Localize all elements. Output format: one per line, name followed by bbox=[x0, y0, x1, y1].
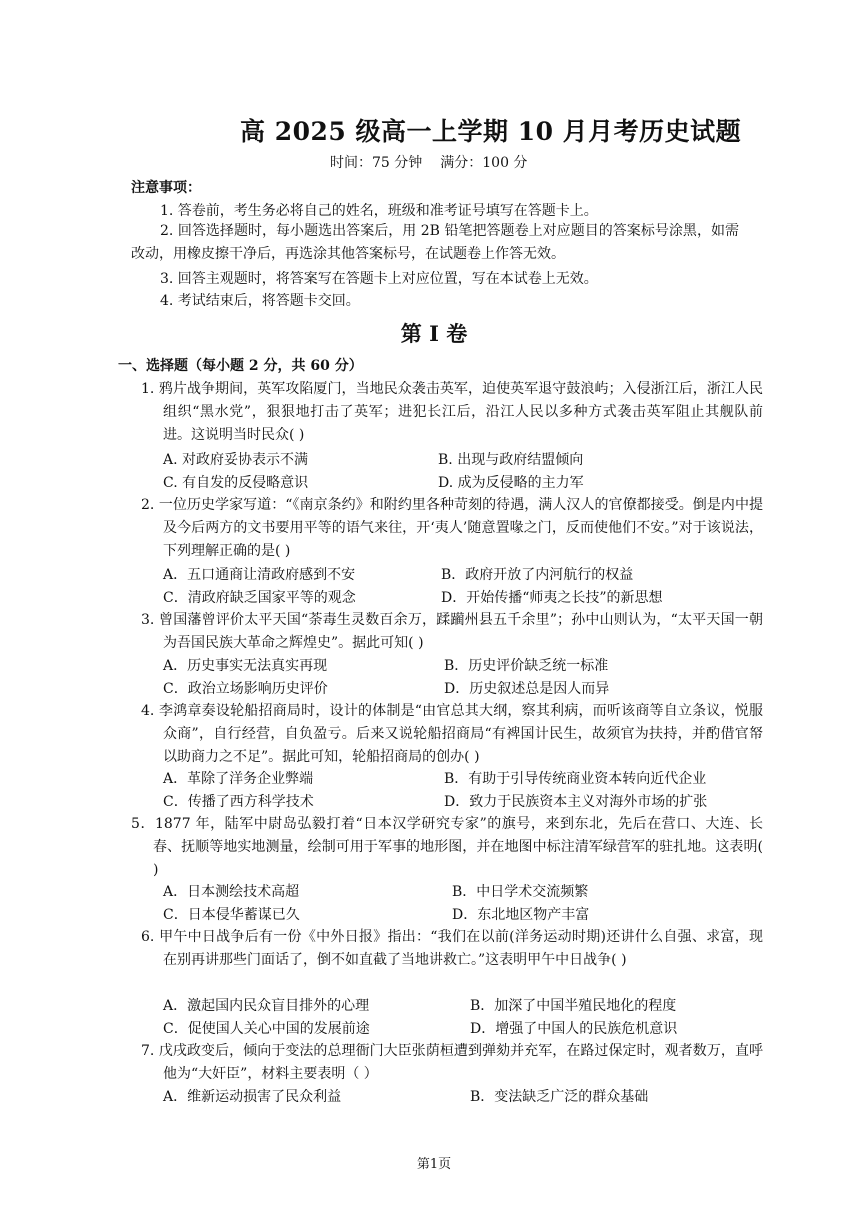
question-7-stem: 7. 戊戌政变后，倾向于变法的总理衙门大臣张荫桓遭到弹劾并充军，在路过保定时，观者数万，直呼他为“大奸臣”，材料主要表明（ ） bbox=[141, 1043, 763, 1082]
question-5-option-c: C．日本侵华蓄谋已久 bbox=[163, 907, 300, 923]
question-2-option-b: B．政府开放了内河航行的权益 bbox=[441, 567, 634, 583]
note-item-1: 1. 答卷前，考生务必将自己的姓名，班级和准考证号填写在答题卡上。 bbox=[160, 203, 598, 219]
question-6-option-d: D．增强了中国人的民族危机意识 bbox=[470, 1021, 678, 1037]
question-5-stem: 5．1877 年，陆军中尉岛弘毅打着“日本汉学研究专家”的旗号，来到东北，先后在营口、大连、长春、抚顺等地实地测量，绘制可用于军事的地形图，并在地图中标注清军绿营军的驻扎地。这表明( ) bbox=[131, 816, 763, 878]
question-4-option-c: C．传播了西方科学技术 bbox=[163, 794, 314, 810]
note-item-4: 4. 考试结束后，将答题卡交回。 bbox=[160, 293, 360, 309]
question-6-stem: 6. 甲午中日战争后有一份《中外日报》指出：“我们在以前(洋务运动时期)还讲什么自强、求富，现在别再讲那些门面话了，倒不如直截了当地讲救亡。”这表明甲午中日战争( ) bbox=[141, 929, 763, 968]
question-5-option-a: A．日本测绘技术高超 bbox=[163, 884, 300, 900]
question-7-option-b: B．变法缺乏广泛的群众基础 bbox=[470, 1089, 649, 1105]
question-5-option-d: D．东北地区物产丰富 bbox=[452, 907, 590, 923]
question-3-stem: 3. 曾国藩曾评价太平天国“荼毒生灵数百余万，蹂躏州县五千余里”；孙中山则认为，“太平天国一朝为吾国民族大革命之辉煌史”。据此可知( ) bbox=[141, 612, 763, 651]
question-5-option-b: B．中日学术交流频繁 bbox=[452, 884, 589, 900]
question-2-stem: 2. 一位历史学家写道：“《南京条约》和附约里各种苛刻的待遇，满人汉人的官僚都接受。倒是内中提及今后两方的文书要用平等的语气来往，开‘夷人’随意置喙之门，反而使他们不安。”对于该说法，下列理解正确的是( ) bbox=[141, 497, 763, 559]
question-1-stem: 1. 鸦片战争期间，英军攻陷厦门，当地民众袭击英军，迫使英军退守鼓浪屿；入侵浙江后，浙江人民组织“黑水党”，狠狠地打击了英军；进犯长江后，沿江人民以多种方式袭击英军阻止其舰队前进。这说明当时民众( ) bbox=[141, 381, 763, 443]
question-1-option-d: D. 成为反侵略的主力军 bbox=[438, 475, 584, 491]
question-2-option-c: C．清政府缺乏国家平等的观念 bbox=[163, 590, 356, 606]
section-title: 一、选择题（每小题 2 分，共 60 分） bbox=[118, 358, 363, 374]
question-6-option-c: C．促使国人关心中国的发展前途 bbox=[163, 1021, 370, 1037]
part-title: 第 I 卷 bbox=[400, 321, 468, 346]
exam-subtitle bbox=[330, 152, 527, 172]
question-3-option-b: B．历史评价缺乏统一标准 bbox=[444, 658, 609, 674]
question-1-option-c: C. 有自发的反侵略意识 bbox=[163, 475, 309, 491]
question-3-option-a: A．历史事实无法真实再现 bbox=[163, 658, 328, 674]
notes-heading: 注意事项： bbox=[131, 180, 201, 196]
page-number: 第1页 bbox=[416, 1157, 452, 1172]
note-item-3: 3. 回答主观题时，将答案写在答题卡上对应位置，写在本试卷上无效。 bbox=[160, 271, 598, 287]
question-4-option-b: B．有助于引导传统商业资本转向近代企业 bbox=[444, 771, 707, 787]
question-7-option-a: A．维新运动损害了民众利益 bbox=[163, 1089, 342, 1105]
note-item-2: 2. 回答选择题时，每小题选出答案后，用 2B 铅笔把答题卷上对应题目的答案标号涂黑，如需改动，用橡皮擦干净后，再选涂其他答案标号，在试题卷上作答无效。 bbox=[131, 223, 739, 262]
exam-title: 高 2025 级高一上学期 10 月月考历史试题 bbox=[240, 117, 742, 146]
exam-time: 时间：75 分钟 bbox=[330, 155, 423, 171]
question-6-option-b: B．加深了中国半殖民地化的程度 bbox=[470, 998, 677, 1014]
question-1-option-b: B. 出现与政府结盟倾向 bbox=[438, 452, 584, 468]
question-2-option-d: D．开始传播“师夷之长技”的新思想 bbox=[441, 590, 663, 606]
question-4-option-d: D．致力于民族资本主义对海外市场的扩张 bbox=[444, 794, 708, 810]
question-3-option-d: D．历史叙述总是因人而异 bbox=[444, 681, 610, 697]
question-4-option-a: A．革除了洋务企业弊端 bbox=[163, 771, 314, 787]
question-2-option-a: A．五口通商让清政府感到不安 bbox=[163, 567, 356, 583]
question-4-stem: 4. 李鸿章奏设轮船招商局时，设计的体制是“由官总其大纲，察其利病，而听该商等自立条议，悦服众商”，自行经营，自负盈亏。后来又说轮船招商局“有裨国计民生，故须官为扶持，并酌借官帑以助商力之不足”。据此可知，轮船招商局的创办( ) bbox=[141, 703, 763, 765]
question-3-option-c: C．政治立场影响历史评价 bbox=[163, 681, 328, 697]
question-1-option-a: A. 对政府妥协表示不满 bbox=[163, 452, 309, 468]
exam-score: 满分：100 分 bbox=[440, 155, 528, 171]
question-6-option-a: A．激起国内民众盲目排外的心理 bbox=[163, 998, 370, 1014]
